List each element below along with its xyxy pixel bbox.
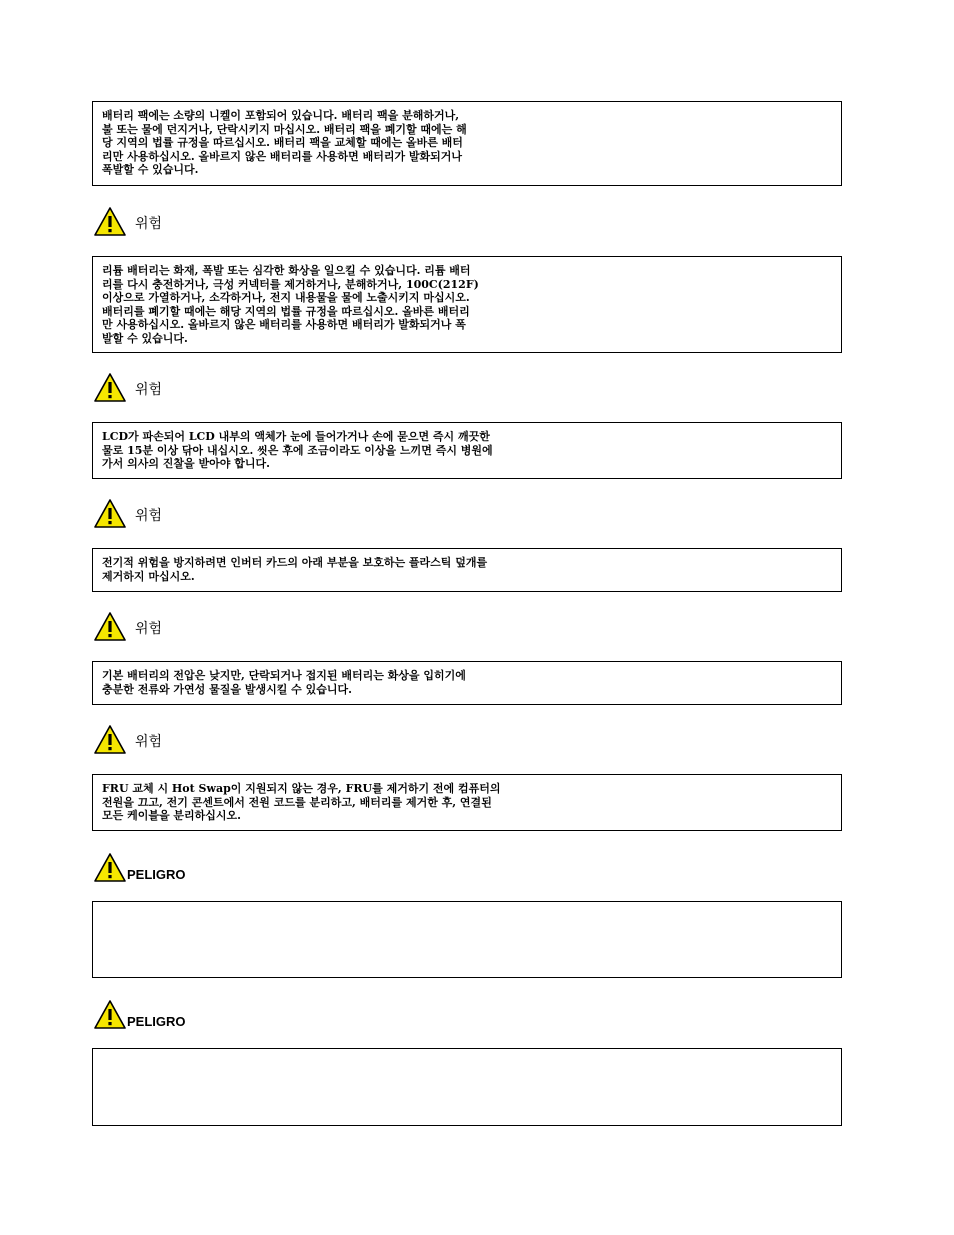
notice-text-2: 리튬 배터리는 화재, 폭발 또는 심각한 화상을 일으킬 수 있습니다. 리튬 배터 리를 다시 충전하거나, 극성 커넥터를 제거하거나, 분해하거나, 100C(212F) 이상으로 가열하거나, 소각하거나, 전지 내용물을 물에 노출시키지 마십시오. 배터리를 폐기할 때에는 해당 지역의 법률 규정을 따르십시오. 올바른 배터리 만 사용하십시오. 올바르지 않은 배터리를 사용하면 배터리가 발화되거나 폭 발할 수 있습니다. <box>102 264 479 345</box>
warning-label-4: 위험 <box>135 508 163 524</box>
notice-box-6 <box>92 774 842 831</box>
warning-header-4 <box>93 496 162 530</box>
notice-box-1 <box>92 101 842 186</box>
warning-triangle-icon <box>93 498 127 529</box>
warning-header-3 <box>93 370 162 404</box>
notice-text-6: FRU 교체 시 Hot Swap이 지원되지 않는 경우, FRU를 제거하기 전에 컴퓨터의 전원을 끄고, 전기 콘센트에서 전원 코드를 분리하고, 배터리를 제거한 후, 연결된 모든 케이블을 분리하십시오. <box>102 782 501 823</box>
warning-label-7: PELIGRO <box>127 866 186 882</box>
warning-header-6 <box>93 722 162 756</box>
warning-triangle-icon <box>93 724 127 755</box>
warning-triangle-icon <box>93 611 127 642</box>
warning-label-3: 위험 <box>135 382 163 398</box>
notice-box-3 <box>92 422 842 479</box>
notice-box-4 <box>92 548 842 592</box>
warning-label-6: 위험 <box>135 734 163 750</box>
notice-box-5 <box>92 661 842 705</box>
warning-triangle-icon <box>93 206 127 237</box>
notice-text-5: 기본 배터리의 전압은 낮지만, 단락되거나 접지된 배터리는 화상을 입히기에 충분한 전류와 가연성 물질을 발생시킬 수 있습니다. <box>102 669 466 696</box>
warning-triangle-icon <box>93 852 127 883</box>
notice-box-2 <box>92 256 842 353</box>
notice-text-4: 전기적 위험을 방지하려면 인버터 카드의 아래 부분을 보호하는 플라스틱 덮개를 제거하지 마십시오. <box>102 556 488 583</box>
notice-text-3: LCD가 파손되어 LCD 내부의 액체가 눈에 들어가거나 손에 묻으면 즉시 깨끗한 물로 15분 이상 닦아 내십시오. 씻은 후에 조금이라도 이상을 느끼면 즉시 병원에 가서 의사의 진찰을 받아야 합니다. <box>102 430 493 471</box>
warning-header-7 <box>93 850 186 884</box>
warning-label-2: 위험 <box>135 216 163 232</box>
warning-header-2 <box>93 204 162 238</box>
warning-label-8: PELIGRO <box>127 1013 186 1029</box>
notice-box-7 <box>92 901 842 978</box>
notice-box-8 <box>92 1048 842 1126</box>
warning-triangle-icon <box>93 372 127 403</box>
notice-text-1: 배터리 팩에는 소량의 니켈이 포함되어 있습니다. 배터리 팩을 분해하거나, 불 또는 물에 던지거나, 단락시키지 마십시오. 배터리 팩을 폐기할 때에는 해 당 지역의 법률 규정을 따르십시오. 배터리 팩을 교체할 때에는 올바른 배터 리만 사용하십시오. 올바르지 않은 배터리를 사용하면 배터리가 발화되거나 폭발할 수 있습니다. <box>102 109 467 177</box>
warning-header-8 <box>93 997 186 1031</box>
warning-triangle-icon <box>93 999 127 1030</box>
warning-label-5: 위험 <box>135 621 163 637</box>
warning-header-5 <box>93 609 162 643</box>
